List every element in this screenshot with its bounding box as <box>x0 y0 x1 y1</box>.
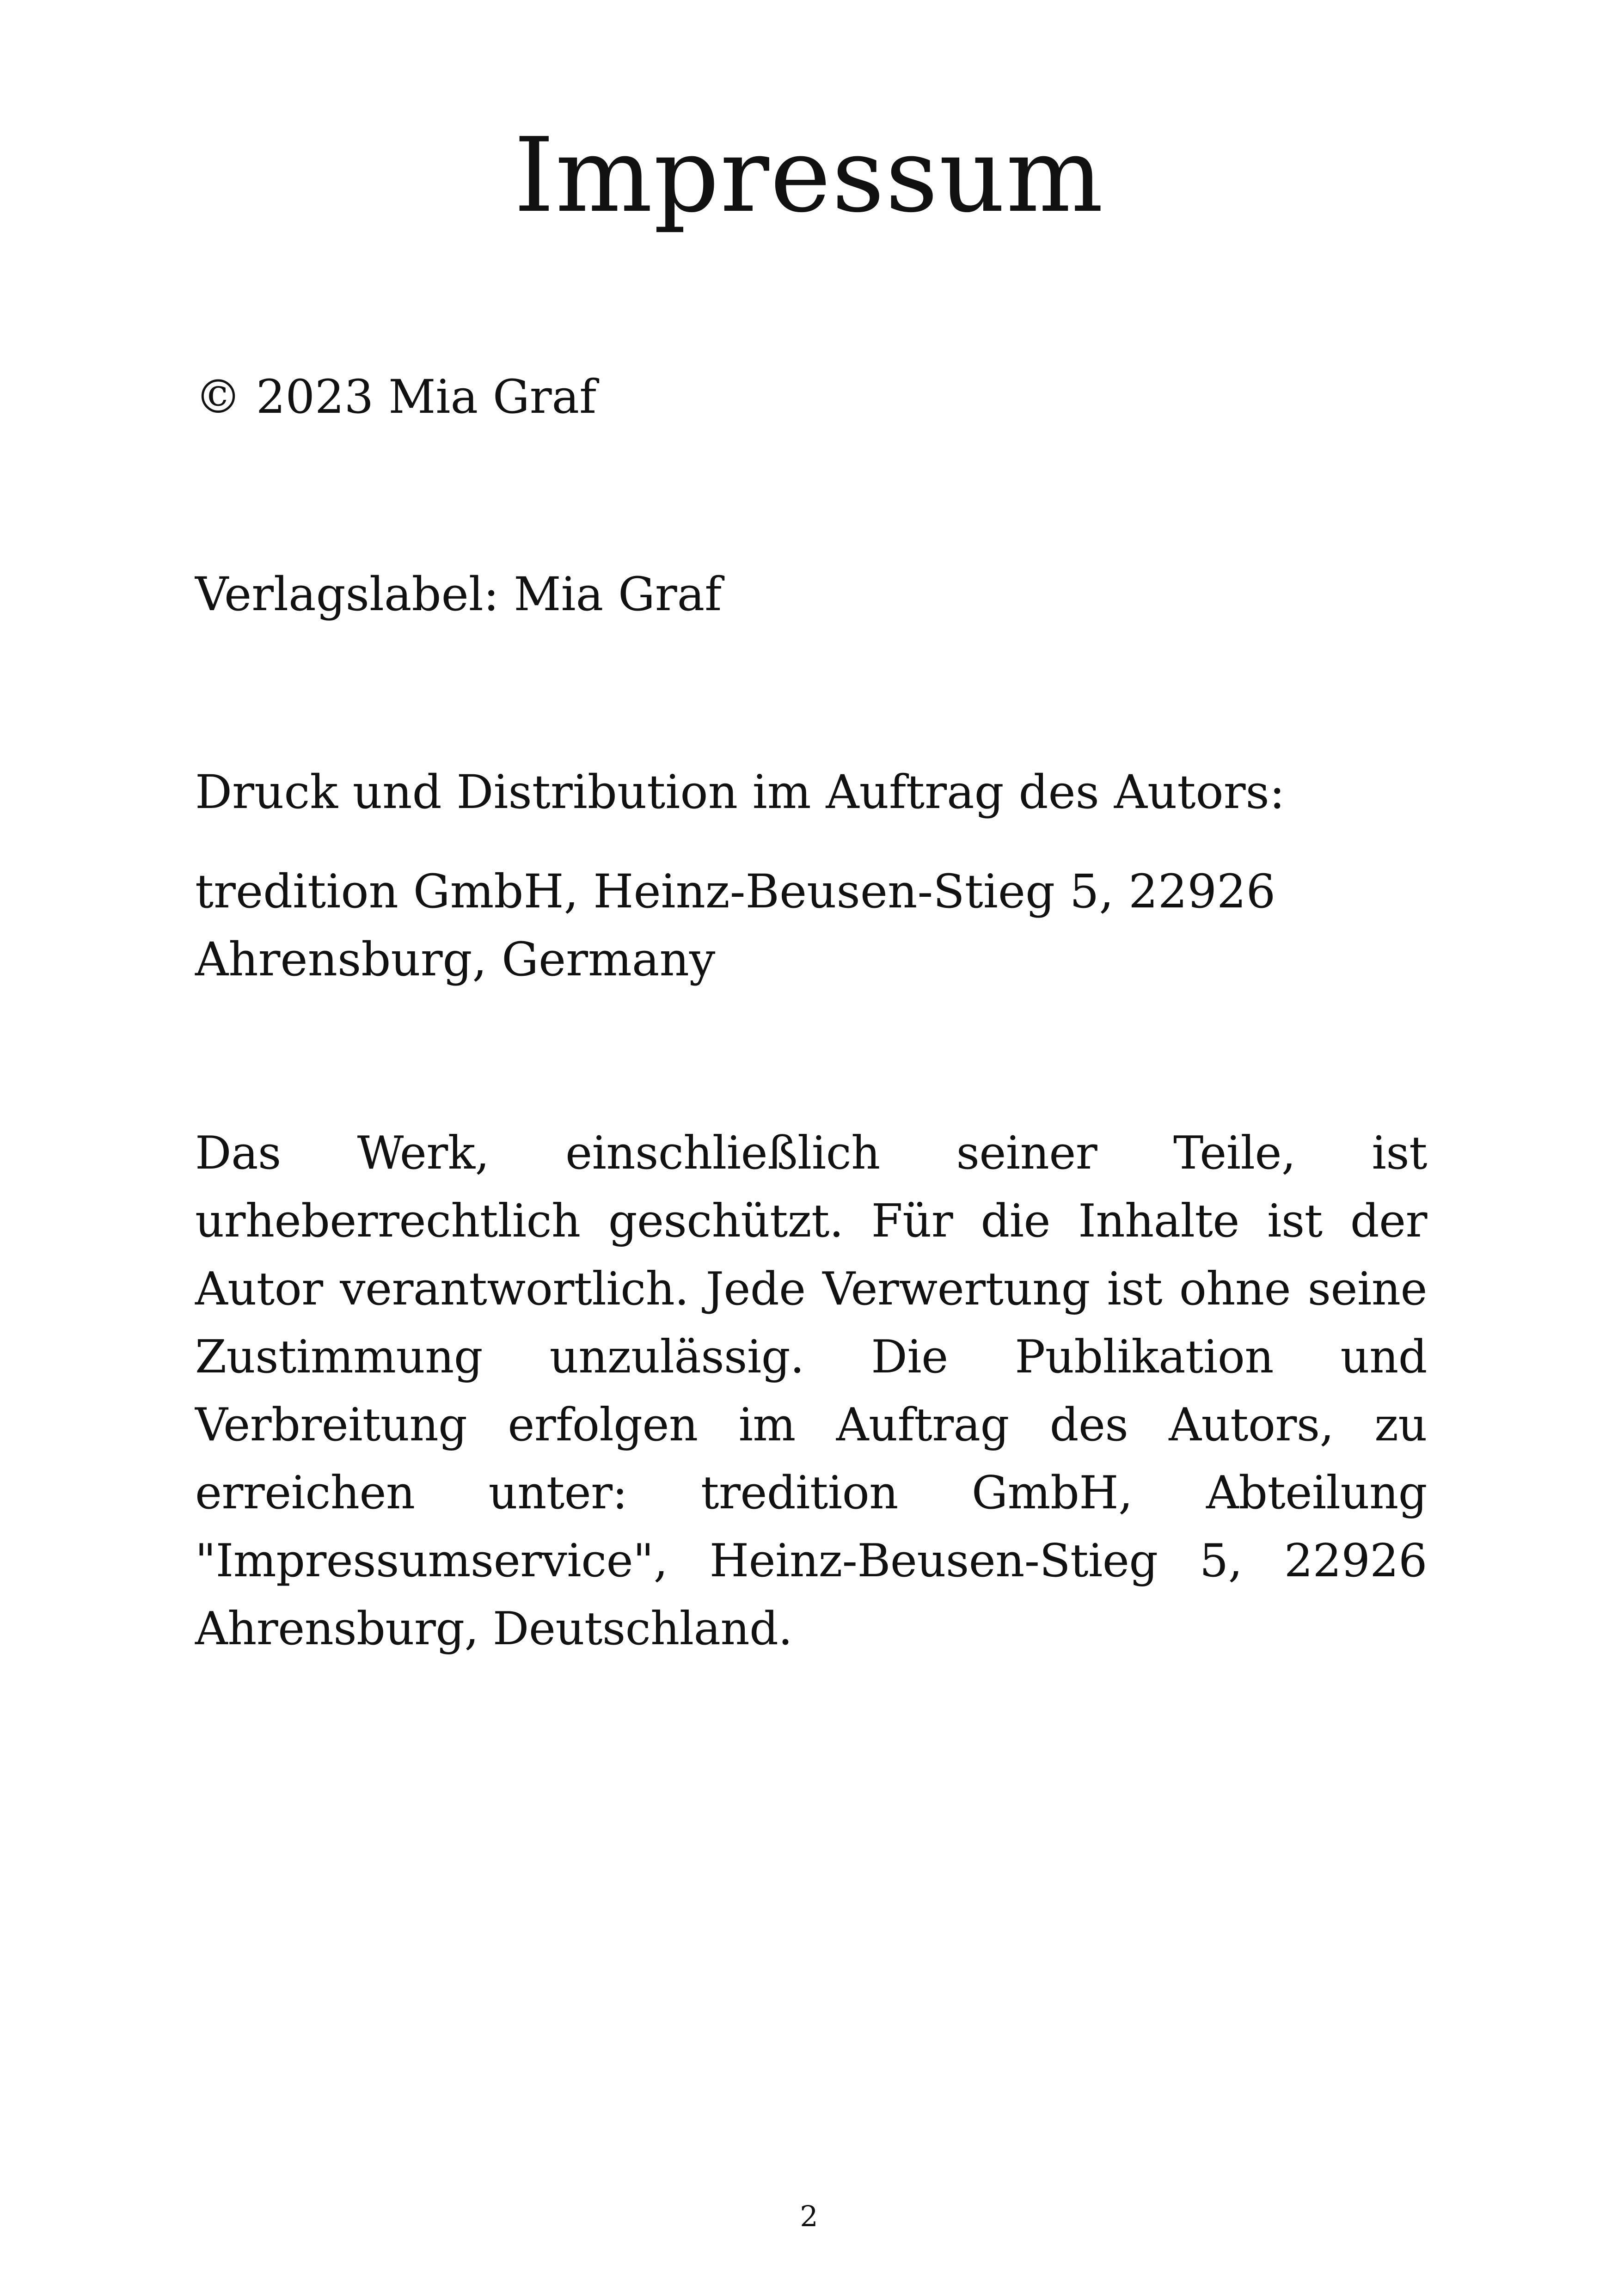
copyright-line: © 2023 Mia Graf <box>195 370 597 424</box>
copyright-legal-notice: Das Werk, einschließlich seiner Teile, ist urheberrechtlich geschützt. Für die Inhalte ist der Autor verantwortlich. Jede Verwertung ist ohne seine Zustimmung unzulässig. Die Publikation und Verbreitung erfolgen im Auftrag des Autors, zu erreichen unter: tredition GmbH, Abteilung "Impressumservice", Heinz-Beusen-Stieg 5, 22926 Ahrensburg, Deutschland. <box>195 1127 1427 1655</box>
page-number: 2 <box>800 2199 818 2233</box>
print-distribution-heading: Druck und Distribution im Auftrag des Autors: <box>195 765 1285 819</box>
page-title: Impressum <box>514 116 1104 235</box>
print-distribution-address: tredition GmbH, Heinz-Beusen-Stieg 5, 22926 Ahrensburg, Germany <box>195 864 1276 986</box>
publisher-label: Verlagslabel: Mia Graf <box>195 567 722 621</box>
